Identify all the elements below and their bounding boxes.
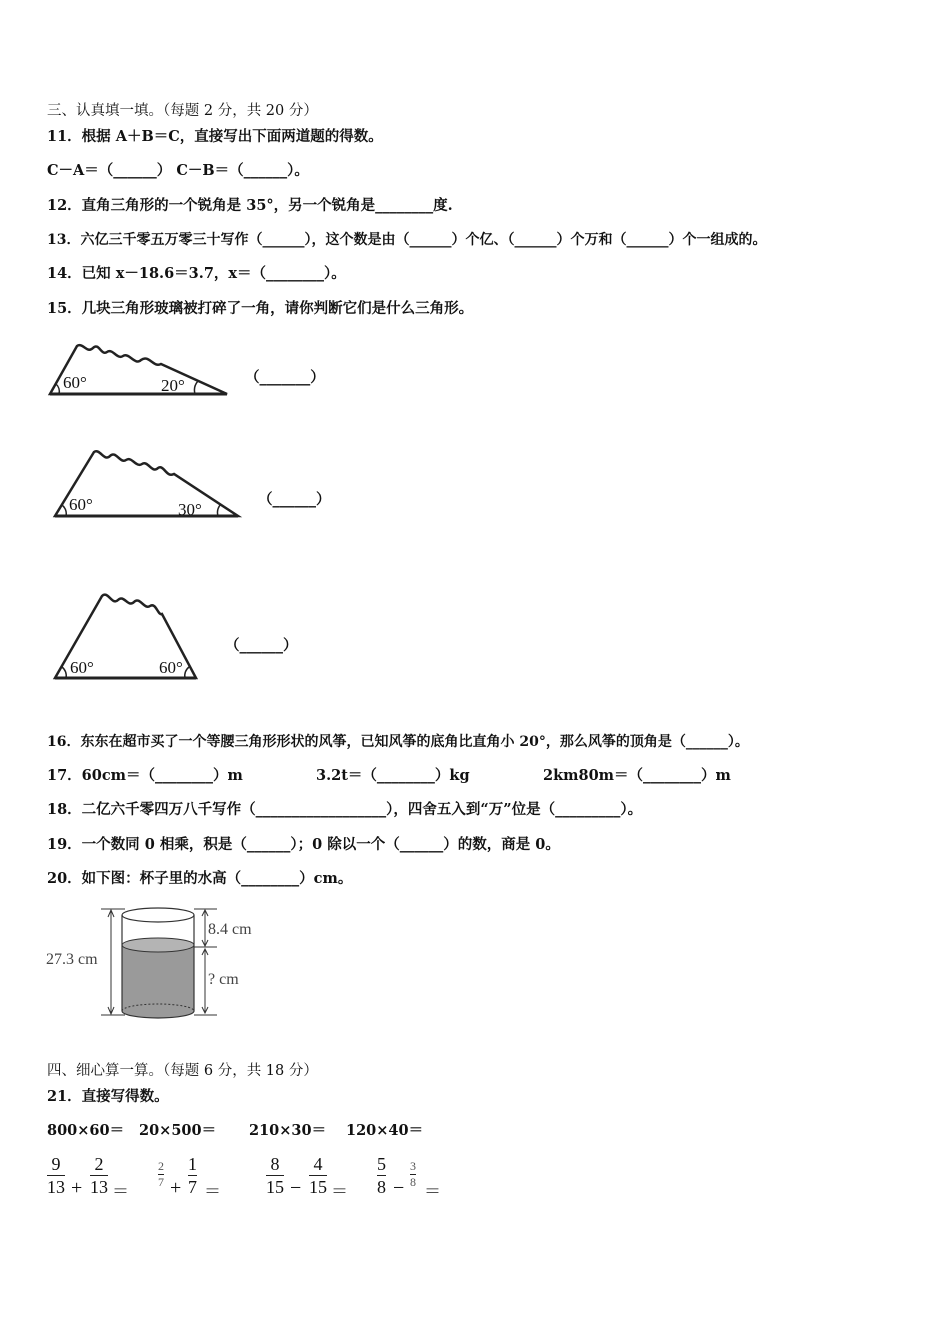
question-17-part-3: 2km80m＝（________）m [543,767,731,784]
question-12: 12．直角三角形的一个锐角是 35°，另一个锐角是________度. [47,197,453,214]
cup-water-label: ? cm [208,971,239,988]
question-21: 21．直接写得数。 [47,1088,169,1105]
calc-1: 800×60＝ [47,1122,125,1139]
question-15: 15．几块三角形玻璃被打碎了一角，请你判断它们是什么三角形。 [47,300,474,317]
question-20: 20．如下图：杯子里的水高（________）cm。 [47,870,353,887]
question-13: 13．六亿三千零五万零三十写作（______），这个数是由（______）个亿、（______）个万和（______）个一组成的。 [47,232,767,248]
fraction-3b: 4 15 [309,1154,327,1197]
fraction-1-equals: ＝ [112,1182,129,1201]
triangle-2-angle-left: 60° [69,495,93,514]
triangle-3-angle-left: 60° [70,658,94,677]
fraction-2-operator: + [170,1177,182,1199]
triangle-3-angle-right: 60° [159,658,183,677]
fraction-4-equals: ＝ [424,1182,441,1201]
fraction-3a: 8 15 [266,1154,284,1197]
section4-heading: 四、细心算一算。（每题 6 分，共 18 分） [47,1063,318,1079]
question-11: 11．根据 A＋B＝C，直接写出下面两道题的得数。 [47,128,383,145]
fraction-4b: 3 8 [410,1159,416,1189]
question-18: 18．二亿六千零四万八千写作（__________________），四舍五入到“万”位是（_________）。 [47,801,643,818]
triangle-1-answer: （_______） [245,369,325,386]
fraction-4a: 5 8 [377,1154,386,1197]
question-11-answers: C－A＝（______） C－B＝（______）。 [47,162,309,179]
section3-heading: 三、认真填一填。（每题 2 分，共 20 分） [47,103,318,119]
triangle-2-answer: （______） [258,491,331,508]
triangle-1-angle-left: 60° [63,373,87,392]
triangle-2-angle-right: 30° [178,500,202,519]
fraction-1-operator: + [71,1177,83,1199]
calc-4: 120×40＝ [346,1122,424,1139]
cup-figure [95,905,225,1027]
question-19: 19．一个数同 0 相乘，积是（______）；0 除以一个（______）的数，商是 0。 [47,836,560,853]
cup-top-label: 8.4 cm [208,921,252,938]
triangle-3-answer: （______） [225,637,298,654]
fraction-1a: 9 13 [47,1154,65,1197]
question-17-part-2: 3.2t＝（________）kg [316,767,470,784]
fraction-3-equals: ＝ [331,1182,348,1201]
fraction-4-operator: − [393,1177,405,1199]
fraction-2b: 1 7 [188,1154,197,1197]
cup-total-label: 27.3 cm [46,951,98,968]
calc-2: 20×500＝ [139,1122,217,1139]
fraction-2-equals: ＝ [204,1182,221,1201]
question-14: 14．已知 x－18.6＝3.7，x＝（________）。 [47,265,346,282]
fraction-2a: 2 7 [158,1159,164,1189]
calc-3: 210×30＝ [249,1122,327,1139]
fraction-1b: 2 13 [90,1154,108,1197]
triangle-1-angle-right: 20° [161,376,185,395]
question-16: 16．东东在超市买了一个等腰三角形形状的风筝，已知风筝的底角比直角小 20°，那么风筝的顶角是（______）。 [47,734,749,750]
question-17-part-1: 17．60cm＝（________）m [47,767,243,784]
fraction-3-operator: − [290,1177,302,1199]
